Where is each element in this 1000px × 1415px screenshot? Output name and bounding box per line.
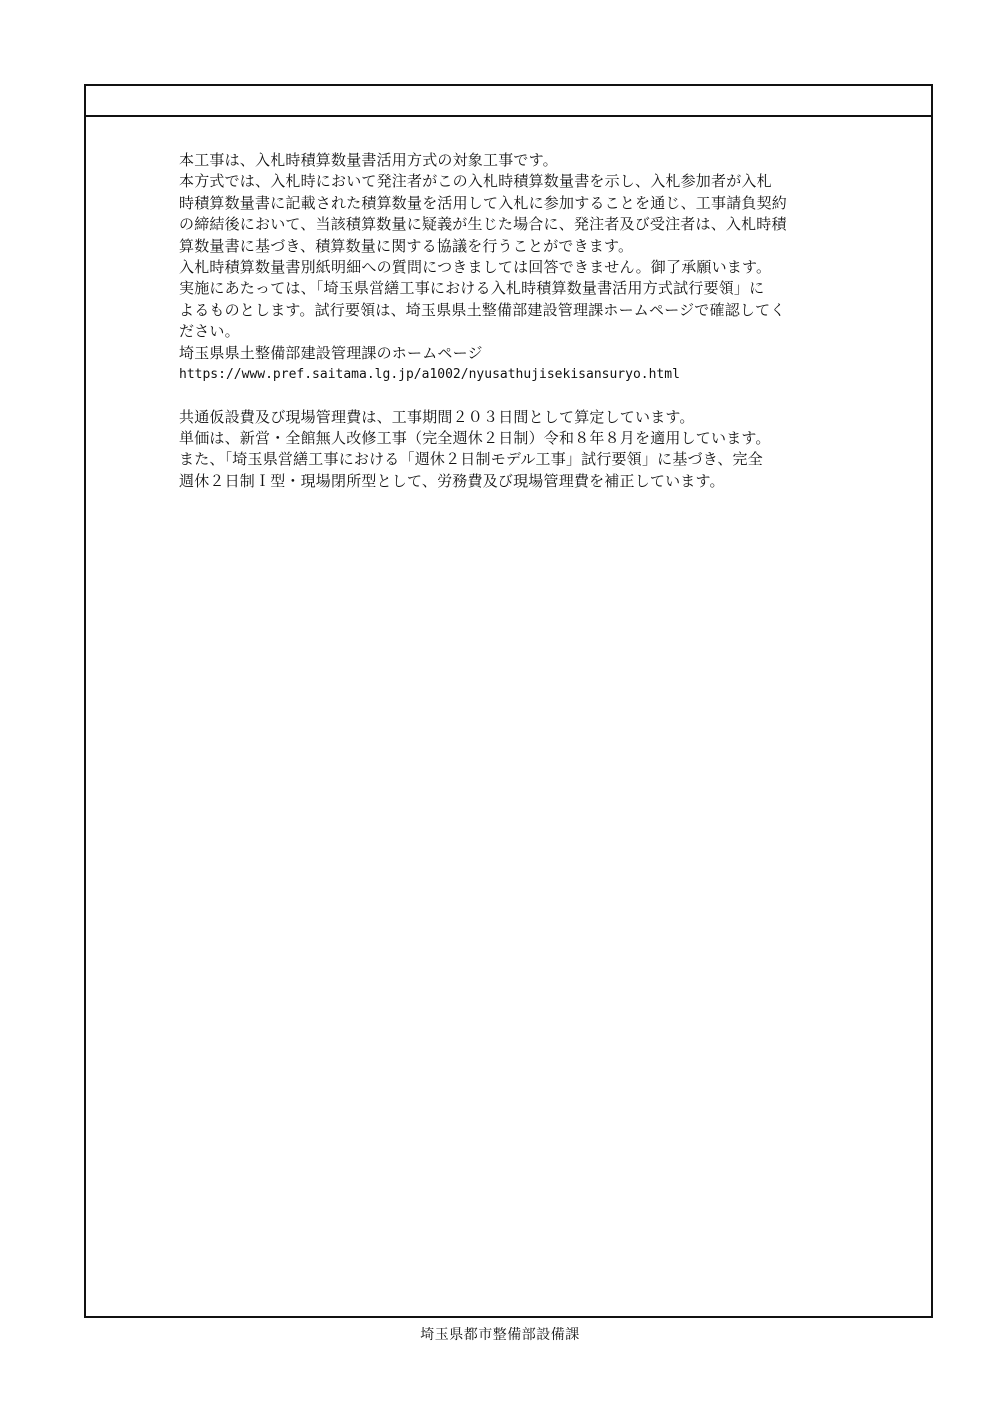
note-line: 入札時積算数量書別紙明細への質問につきましては回答できません。御了承願います。 xyxy=(179,257,772,276)
homepage-url-link[interactable]: https://www.pref.saitama.lg.jp/a1002/nyusathujisekisansuryo.html xyxy=(179,366,680,382)
note-line: の締結後において、当該積算数量に疑義が生じた場合に、発注者及び受注者は、入札時積 xyxy=(179,215,787,234)
note-line: 本方式では、入札時において発注者がこの入札時積算数量書を示し、入札参加者が入札 xyxy=(179,172,772,191)
note-line: 週休２日制Ｉ型・現場閉所型として、労務費及び現場管理費を補正しています。 xyxy=(179,471,725,490)
note-line: よるものとします。試行要領は、埼玉県県土整備部建設管理課ホームページで確認してく xyxy=(179,300,786,319)
note-line: 本工事は、入札時積算数量書活用方式の対象工事です。 xyxy=(179,151,558,169)
footer-department: 埼玉県都市整備部設備課 xyxy=(420,1327,580,1343)
document-frame xyxy=(84,84,933,1318)
note-line: 時積算数量書に記載された積算数量を活用して入札に参加することを通じ、工事請負契約 xyxy=(179,193,788,212)
notes-section xyxy=(179,150,879,492)
note-line: また、「埼玉県営繕工事における「週休２日制モデル工事」試行要領」に基づき、完全 xyxy=(179,450,763,469)
note-line: 埼玉県県土整備部建設管理課のホームページ xyxy=(179,343,483,362)
note-line: 算数量書に基づき、積算数量に関する協議を行うことができます。 xyxy=(179,236,634,255)
paragraph-gap xyxy=(179,385,879,406)
note-line: ださい。 xyxy=(179,322,240,341)
note-line: 実施にあたっては、「埼玉県営繕工事における入札時積算数量書活用方式試行要領」に xyxy=(179,279,765,298)
header-strip xyxy=(86,86,931,117)
note-line: 共通仮設費及び現場管理費は、工事期間２０３日間として算定しています。 xyxy=(179,407,695,426)
note-line: 単価は、新営・全館無人改修工事（完全週休２日制）令和８年８月を適用しています。 xyxy=(179,429,771,448)
